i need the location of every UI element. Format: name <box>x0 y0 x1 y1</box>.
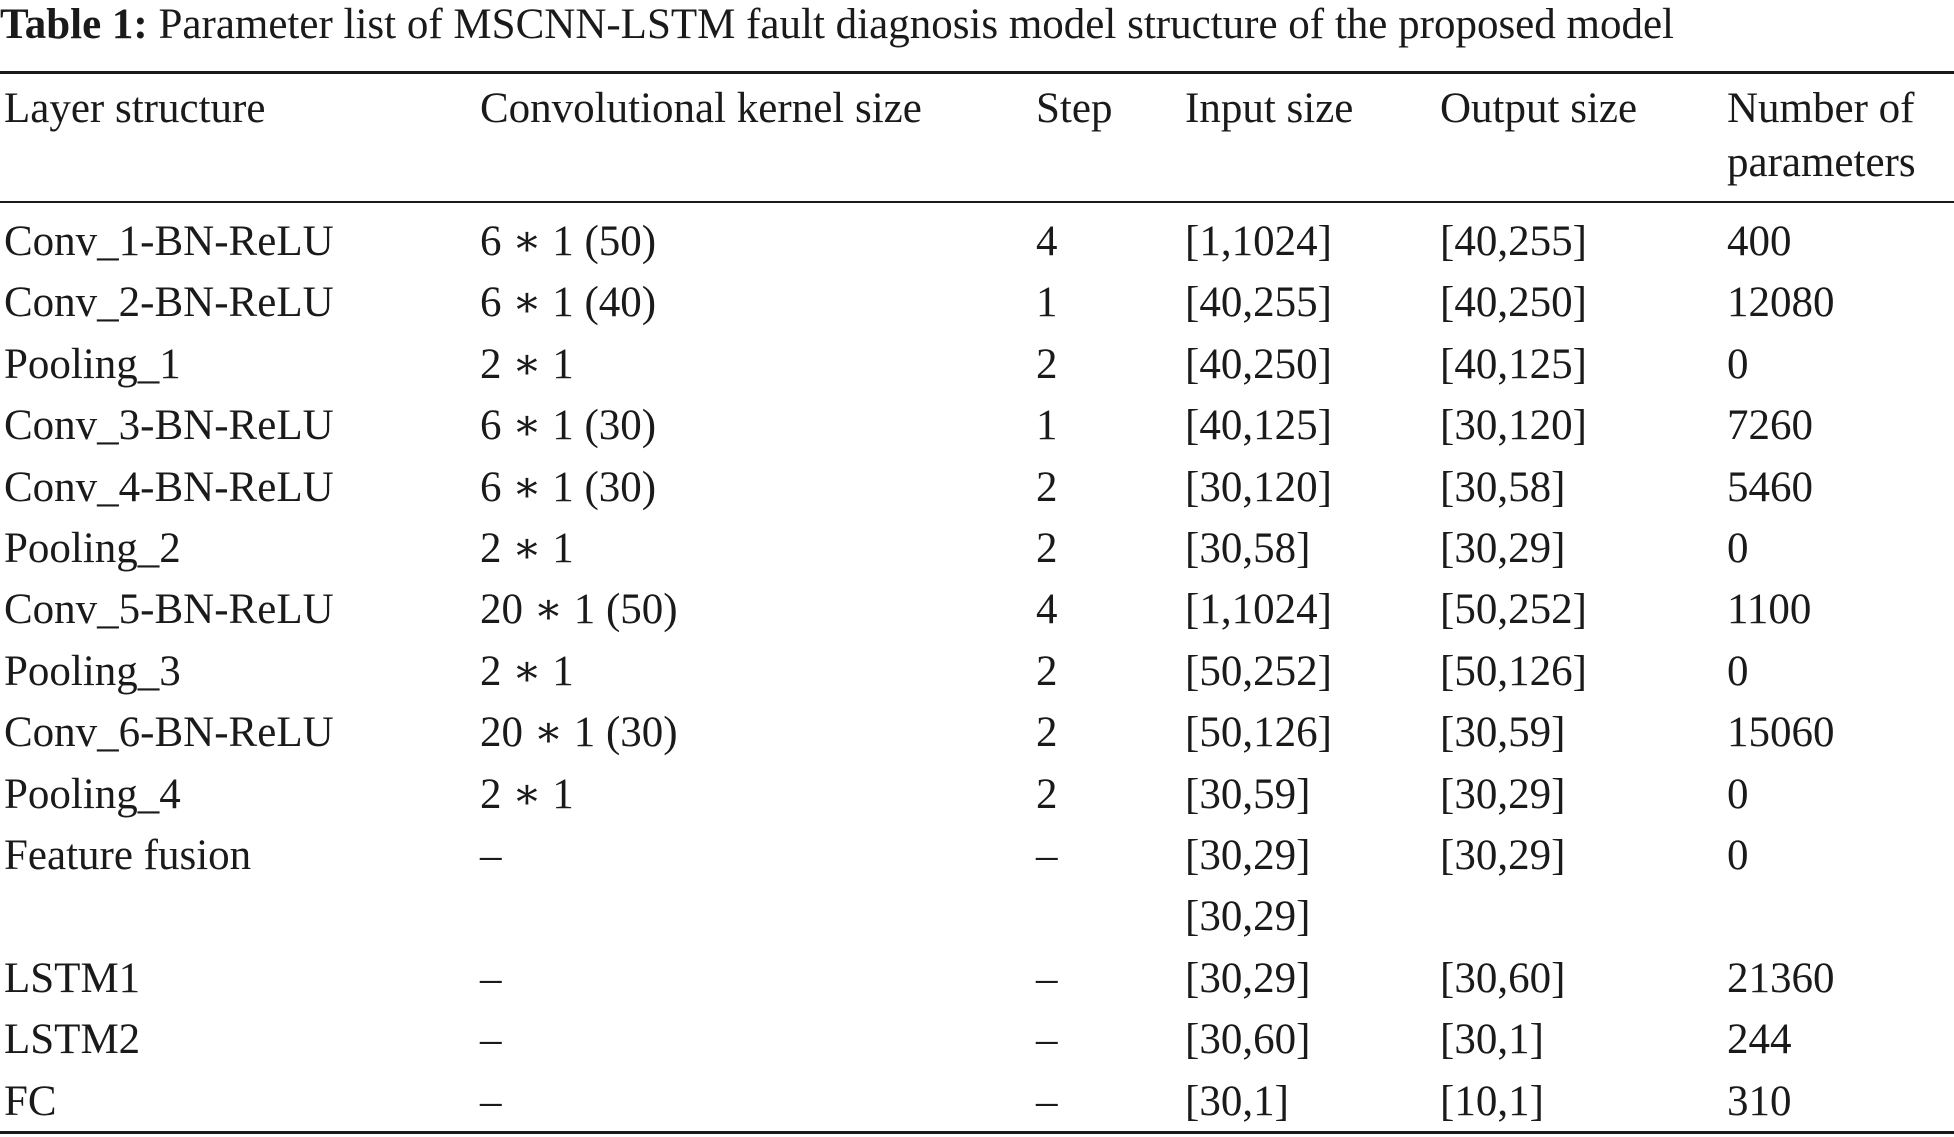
cell-input-size: [30,120] <box>1185 463 1332 511</box>
cell-parameters: 310 <box>1727 1077 1792 1125</box>
cell-parameters: 21360 <box>1727 954 1835 1002</box>
header-kernel-size: Convolutional kernel size <box>480 85 922 132</box>
cell-parameters: 15060 <box>1727 709 1835 757</box>
header-step: Step <box>1036 85 1113 132</box>
cell-kernel-size: 2 ∗ 1 <box>480 340 574 388</box>
cell-input-size: [50,126] <box>1185 709 1332 757</box>
cell-input-size: [30,29] <box>1185 893 1311 941</box>
cell-kernel-size: 2 ∗ 1 <box>480 525 574 572</box>
cell-output-size: [30,29] <box>1440 525 1566 572</box>
cell-input-size: [30,59] <box>1185 770 1311 818</box>
caption-text: Parameter list of MSCNN-LSTM fault diagnosis model structure of the proposed model <box>158 1 1674 48</box>
cell-layer-structure: Conv_1-BN-ReLU <box>4 218 334 265</box>
cell-layer-structure: Conv_5-BN-ReLU <box>4 586 334 634</box>
cell-step: 4 <box>1036 218 1058 265</box>
cell-kernel-size: 20 ∗ 1 (30) <box>480 709 678 757</box>
header-number-of-parameters-line2: parameters <box>1727 139 1916 186</box>
cell-input-size: [1,1024] <box>1185 586 1332 634</box>
cell-kernel-size: 2 ∗ 1 <box>480 770 574 818</box>
cell-parameters: 12080 <box>1727 279 1835 327</box>
cell-output-size: [40,250] <box>1440 279 1587 327</box>
cell-output-size: [30,120] <box>1440 402 1587 450</box>
cell-kernel-size: 6 ∗ 1 (50) <box>480 218 657 265</box>
bottom-rule <box>0 1131 1954 1134</box>
cell-kernel-size: 6 ∗ 1 (30) <box>480 402 657 450</box>
cell-parameters: 244 <box>1727 1016 1792 1064</box>
cell-kernel-size: 20 ∗ 1 (50) <box>480 586 678 634</box>
cell-step: – <box>1036 1016 1058 1064</box>
cell-parameters: 0 <box>1727 525 1749 572</box>
header-layer-structure: Layer structure <box>4 85 266 132</box>
cell-kernel-size: – <box>480 954 502 1002</box>
cell-input-size: [30,60] <box>1185 1016 1311 1064</box>
cell-output-size: [40,125] <box>1440 340 1587 388</box>
cell-kernel-size: – <box>480 832 502 879</box>
cell-layer-structure: Pooling_2 <box>4 525 181 572</box>
cell-step: 1 <box>1036 279 1058 327</box>
cell-layer-structure: LSTM2 <box>4 1016 141 1064</box>
cell-layer-structure: Conv_6-BN-ReLU <box>4 709 334 757</box>
cell-output-size: [50,252] <box>1440 586 1587 634</box>
table-caption <box>0 0 1954 58</box>
cell-step: – <box>1036 954 1058 1002</box>
cell-step: 2 <box>1036 463 1058 511</box>
cell-step: 2 <box>1036 770 1058 818</box>
cell-input-size: [30,58] <box>1185 525 1311 572</box>
cell-input-size: [40,250] <box>1185 340 1332 388</box>
cell-layer-structure: Conv_2-BN-ReLU <box>4 279 334 327</box>
cell-output-size: [10,1] <box>1440 1077 1544 1125</box>
cell-output-size: [30,59] <box>1440 709 1566 757</box>
cell-layer-structure: Pooling_1 <box>4 340 181 388</box>
cell-step: 4 <box>1036 586 1058 634</box>
cell-step: 2 <box>1036 647 1058 695</box>
cell-step: – <box>1036 1077 1058 1125</box>
cell-parameters: 0 <box>1727 647 1749 695</box>
cell-layer-structure: Pooling_4 <box>4 770 181 818</box>
caption-label: Table 1: <box>0 1 148 48</box>
cell-output-size: [30,60] <box>1440 954 1566 1002</box>
cell-parameters: 0 <box>1727 770 1749 818</box>
cell-layer-structure: FC <box>4 1077 57 1125</box>
cell-kernel-size: 2 ∗ 1 <box>480 647 574 695</box>
header-output-size: Output size <box>1440 85 1638 132</box>
cell-parameters: 0 <box>1727 832 1749 879</box>
header-input-size: Input size <box>1185 85 1354 132</box>
cell-parameters: 7260 <box>1727 402 1813 450</box>
cell-parameters: 400 <box>1727 218 1792 265</box>
cell-input-size: [1,1024] <box>1185 218 1332 265</box>
cell-kernel-size: – <box>480 1077 502 1125</box>
header-number-of-parameters-line1: Number of <box>1727 85 1915 132</box>
cell-layer-structure: LSTM1 <box>4 954 141 1002</box>
cell-kernel-size: – <box>480 1016 502 1064</box>
header-rule <box>0 201 1954 203</box>
cell-step: 1 <box>1036 402 1058 450</box>
cell-input-size: [30,1] <box>1185 1077 1289 1125</box>
cell-input-size: [50,252] <box>1185 647 1332 695</box>
cell-output-size: [30,29] <box>1440 770 1566 818</box>
cell-layer-structure: Conv_4-BN-ReLU <box>4 463 334 511</box>
cell-output-size: [30,1] <box>1440 1016 1544 1064</box>
cell-parameters: 0 <box>1727 340 1749 388</box>
cell-output-size: [40,255] <box>1440 218 1587 265</box>
cell-parameters: 1100 <box>1727 586 1812 634</box>
cell-kernel-size: 6 ∗ 1 (40) <box>480 279 657 327</box>
cell-input-size: [40,125] <box>1185 402 1332 450</box>
cell-output-size: [50,126] <box>1440 647 1587 695</box>
cell-kernel-size: 6 ∗ 1 (30) <box>480 463 657 511</box>
cell-output-size: [30,58] <box>1440 463 1566 511</box>
cell-layer-structure: Conv_3-BN-ReLU <box>4 402 334 450</box>
cell-step: 2 <box>1036 340 1058 388</box>
cell-step: 2 <box>1036 525 1058 572</box>
top-rule <box>0 71 1954 74</box>
cell-step: – <box>1036 832 1058 879</box>
cell-layer-structure: Pooling_3 <box>4 647 181 695</box>
cell-input-size: [30,29] <box>1185 832 1311 879</box>
cell-input-size: [30,29] <box>1185 954 1311 1002</box>
cell-input-size: [40,255] <box>1185 279 1332 327</box>
cell-step: 2 <box>1036 709 1058 757</box>
cell-parameters: 5460 <box>1727 463 1813 511</box>
cell-output-size: [30,29] <box>1440 832 1566 879</box>
cell-layer-structure: Feature fusion <box>4 832 252 879</box>
